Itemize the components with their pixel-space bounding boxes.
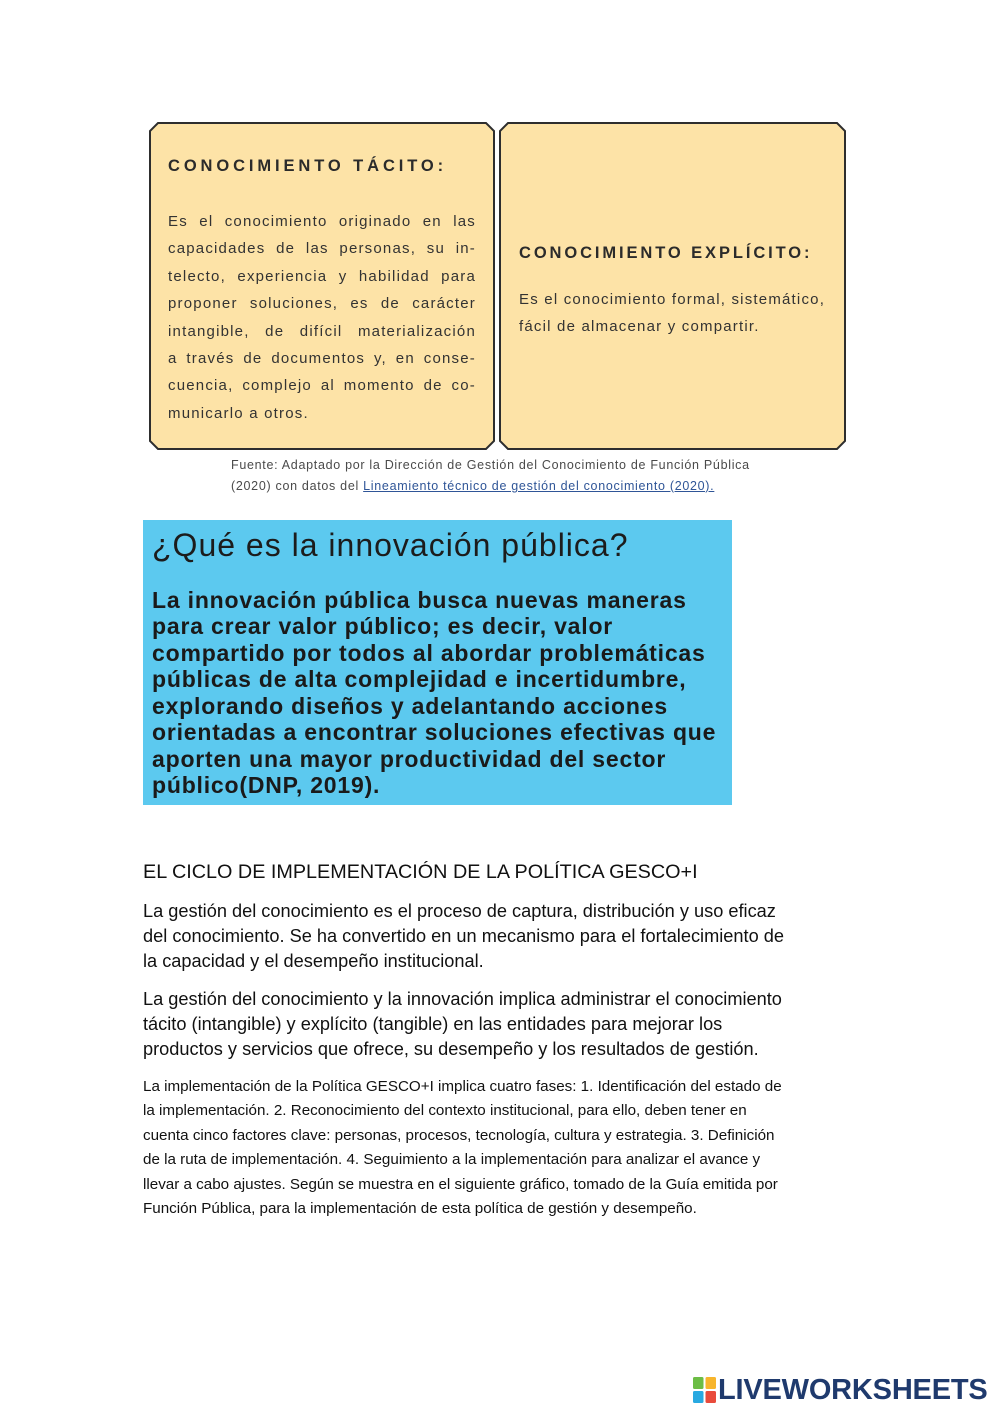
paragraph-line: La implementación de la Política GESCO+I implica cuatro fases: 1. Identificación del estado de [143,1078,782,1095]
liveworksheets-logo-icon [693,1377,716,1403]
info-body-line: aporten una mayor productividad del sector [152,745,667,772]
paragraph-line: La gestión del conocimiento es el proceso de captura, distribución y uso eficaz [143,900,776,921]
info-body-line: público(DNP, 2019). [152,772,381,799]
liveworksheets-logo-text: LIVEWORKSHEETS [718,1374,988,1406]
tacit-body-line: intangible, de difícil materialización [168,322,476,340]
info-body-line: La innovación pública busca nuevas maneras [152,587,687,613]
paragraph-implementation-phases [143,1075,782,1221]
info-box-body [152,587,716,799]
paragraph-line: de la ruta de implementación. 4. Seguimiento a la implementación para analizar el avance y [143,1151,761,1169]
paragraph-line: productos y servicios que ofrece, su desempeño y los resultados de gestión. [143,1038,759,1059]
paragraph-line: la implementación. 2. Reconocimiento del contexto institucional, para ello, deben tener en [143,1102,747,1120]
paragraph-knowledge-management [143,899,784,974]
public-innovation-box [143,520,732,805]
paragraph-line: La gestión del conocimiento y la innovación implica administrar el conocimiento [143,988,782,1009]
info-body-line: orientadas a encontrar soluciones efectivas que [152,719,717,746]
tacit-body-line: capacidades de las personas, su in- [168,240,476,258]
tacit-body-line: Es el conocimiento originado en las [168,213,476,230]
caption-line: Fuente: Adaptado por la Dirección de Gestión del Conocimiento de Función Pública [231,458,750,472]
tacit-body-line: municarlo a otros. [168,404,309,422]
explicit-body-line: Es el conocimiento formal, sistemático, [519,291,826,308]
info-body-line: compartido por todos al abordar problemáticas [152,639,706,666]
caption-line [231,476,750,497]
info-body-line: públicas de alta complejidad e incertidumbre, [152,666,687,693]
tacit-knowledge-card [149,122,495,450]
section-heading: EL CICLO DE IMPLEMENTACIÓN DE LA POLÍTICA GESCO+I [143,861,698,883]
tacit-body-line: proponer soluciones, es de carácter [168,295,476,313]
tacit-card-title: CONOCIMIENTO TÁCITO: [168,157,448,175]
paragraph-line: tácito (intangible) y explícito (tangible) en las entidades para mejorar los [143,1013,723,1034]
caption-prefix: (2020) con datos del [231,479,364,493]
tacit-body-line: a través de documentos y, en conse- [168,350,476,368]
explicit-card-body [519,286,839,341]
tacit-body-line: cuencia, complejo al momento de co- [168,377,476,395]
info-body-line: para crear valor público; es decir, valor [152,613,614,640]
source-caption [231,455,750,497]
tacit-card-body [168,208,476,427]
paragraph-line: la capacidad y el desempeño institucional. [143,950,484,971]
info-box-title: ¿Qué es la innovación pública? [152,527,629,563]
explicit-knowledge-card [499,122,846,450]
lineamiento-link[interactable]: Lineamiento técnico de gestión del conocimiento (2020). [363,479,715,493]
paragraph-line: del conocimiento. Se ha convertido en un mecanismo para el fortalecimiento de [143,925,784,946]
explicit-body-line: fácil de almacenar y compartir. [519,318,760,336]
explicit-card-title: CONOCIMIENTO EXPLÍCITO: [519,244,813,262]
paragraph-knowledge-innovation [143,987,782,1062]
paragraph-line: Función Pública, para la implementación de esta política de gestión y desempeño. [143,1200,697,1218]
tacit-body-line: telecto, experiencia y habilidad para [168,267,476,285]
info-body-line: explorando diseños y adelantando acciones [152,692,668,719]
paragraph-line: cuenta cinco factores clave: personas, procesos, tecnología, cultura y estrategia. 3. Definición [143,1126,775,1144]
paragraph-line: llevar a cabo ajustes. Según se muestra en el siguiente gráfico, tomado de la Guía emitida por [143,1175,778,1193]
